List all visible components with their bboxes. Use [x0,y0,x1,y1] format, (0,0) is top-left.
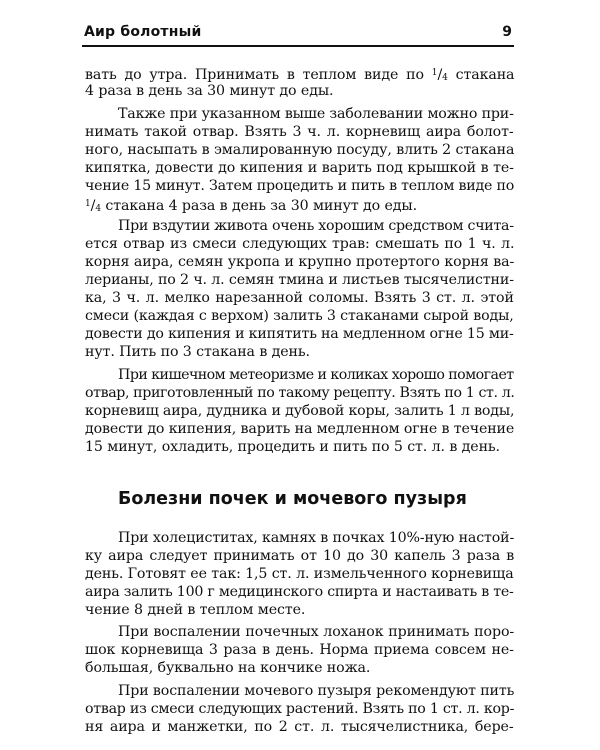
text-line: смеси (каждая с верхом) залить 3 стаканами сырой воды, [85,308,514,325]
page-number: 9 [502,24,512,40]
text-line: шок корневища 3 раза в день. Норма приема совсем не- [85,642,514,659]
text-line: При вздутии живота очень хорошим средством счита- [118,218,514,235]
text-line: При кишечном метеоризме и коликах хорошо помогает [118,366,514,383]
text-line: вать до утра. Принимать в теплом виде по $^1/_4$ стакана [85,67,515,83]
text-line: 4 раза в день за 30 минут до еды. [85,83,334,99]
text-line: ного, насыпать в эмалированную посуду, влить 2 стакана [85,141,515,158]
text-line: чение 8 дней в теплом месте. [85,601,306,618]
section-title: Болезни почек и мочевого пузыря [118,489,467,510]
text-line: корня аира, семян укропа и крупно протертого корня ва- [85,254,515,271]
text-line: отвар из смеси следующих растений. Взять по 1 ст. л. кор- [85,701,515,717]
text-line: корневищ аира, дудника и дубовой коры, залить 1 л воды, [85,402,515,419]
text-line: аира залить 100 г медицинского спирта и настаивать в те- [85,583,514,600]
text-line: отвар, приготовленный по такому рецепту. Взять по 1 ст. л. [85,384,515,401]
text-line: лерианы, по 2 ч. л. семян тмина и листьев тысячелистни- [85,272,514,289]
text-line: ется отвар из смеси следующих трав: смешать по 1 ч. л. [85,236,515,253]
text-line: ка, 3 ч. л. мелко нарезанной соломы. Взять 3 ст. л. этой [85,290,514,307]
text-line: $^1/_4$ стакана 4 раза в день за 30 минут до еды. [85,197,418,214]
text-line: 15 минут, охладить, процедить и пить по 5 ст. л. в день. [85,438,500,455]
text-line: довести до кипения и кипятить на медленном огне 15 ми- [85,326,514,343]
text-line: довести до кипения, варить на медленном огне в течение [85,420,515,437]
running-title: Аир болотный [84,24,202,40]
text-line: ня аира и манжетки, по 2 ст. л. тысячелистника, бере- [85,719,514,735]
text-line: Также при указанном выше заболевании можно при- [118,105,514,122]
text-line: При воспалении мочевого пузыря рекомендуют пить [118,683,515,699]
header-rule [82,45,514,47]
text-line: нимать такой отвар. Взять 3 ч. л. корневищ аира болот- [85,123,514,140]
text-line: ку аира следует принимать от 10 до 30 капель 3 раза в [85,547,515,564]
text-line: При холециститах, камнях в почках 10%-ную настой- [118,529,515,546]
page-header [82,22,514,46]
text-line: чение 15 минут. Затем процедить и пить в теплом виде по [85,177,515,194]
text-line: кипятка, довести до кипения и варить под крышкой в те- [85,159,514,176]
text-line: большая, буквально на кончике ножа. [85,660,371,677]
text-line: При воспалении почечных лоханок принимать поро- [118,624,515,641]
text-line: день. Готовят ее так: 1,5 ст. л. измельченного корневища [85,565,514,582]
text-line: нут. Пить по 3 стакана в день. [85,344,310,361]
